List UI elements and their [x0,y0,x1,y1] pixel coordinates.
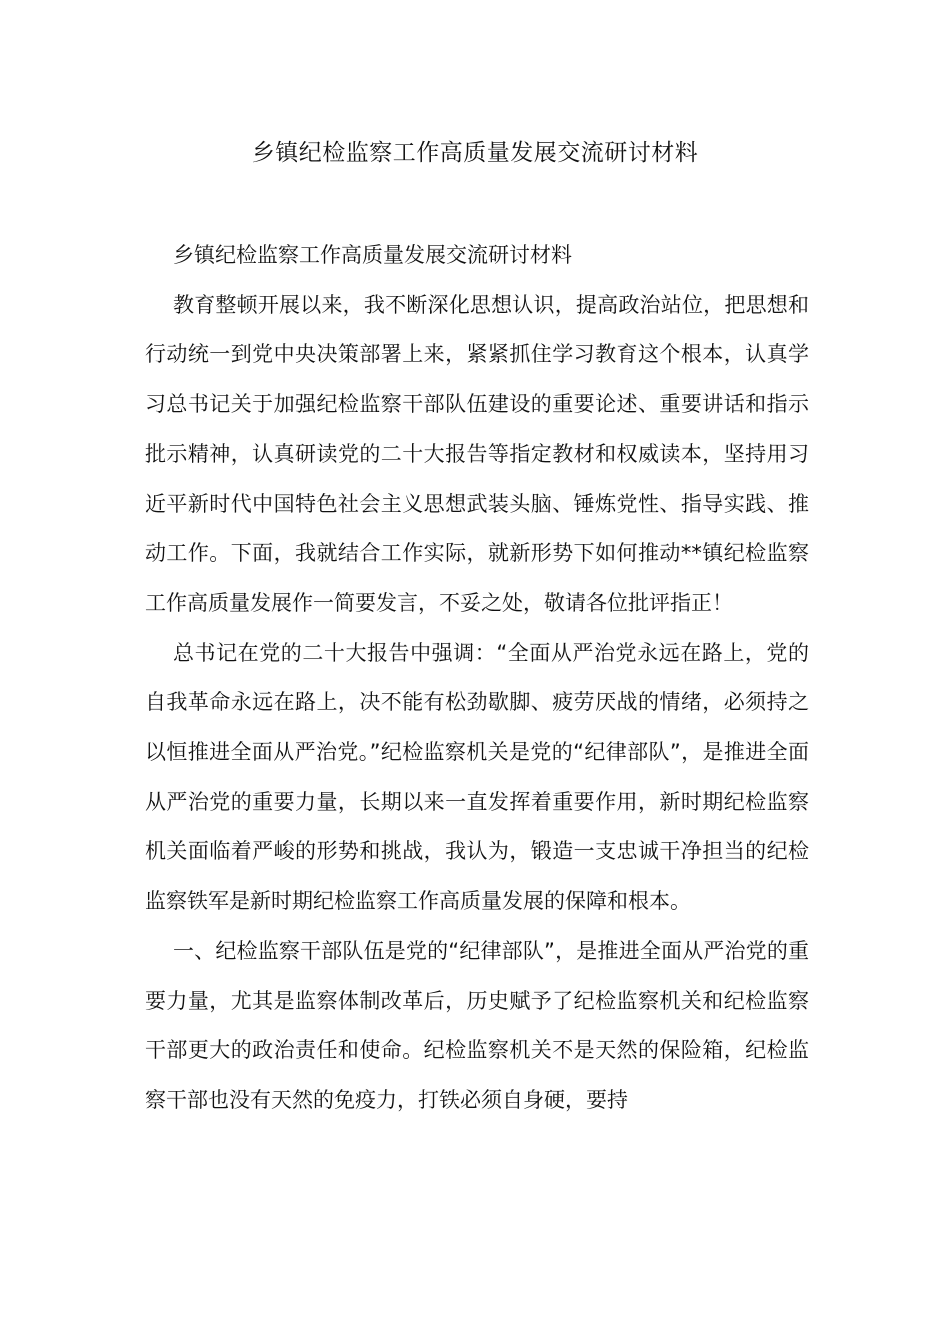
intro-paragraph: 教育整顿开展以来，我不断深化思想认识，提高政治站位，把思想和行动统一到党中央决策部署上来，紧紧抓住学习教育这个根本，认真学习总书记关于加强纪检监察干部队伍建设的重要论述、重要讲话和指示批示精神，认真研读党的二十大报告等指定教材和权威读本，坚持用习近平新时代中国特色社会主义思想武装头脑、锤炼党性、指导实践、推动工作。下面，我就结合工作实际，就新形势下如何推动**镇纪检监察工作高质量发展作一简要发言，不妥之处，敬请各位批评指正！ [145,292,809,615]
subtitle-paragraph: 乡镇纪检监察工作高质量发展交流研讨材料 [173,243,572,267]
quote-paragraph: 总书记在党的二十大报告中强调：“全面从严治党永远在路上，党的自我革命永远在路上，决不能有松劲歇脚、疲劳厌战的情绪，必须持之以恒推进全面从严治党。”纪检监察机关是党的“纪律部队”，是推进全面从严治党的重要力量，长期以来一直发挥着重要作用，新时期纪检监察机关面临着严峻的形势和挑战，我认为，锻造一支忠诚干净担当的纪检监察铁军是新时期纪检监察工作高质量发展的保障和根本。 [145,640,809,914]
section-one-paragraph: 一、纪检监察干部队伍是党的“纪律部队”，是推进全面从严治党的重要力量，尤其是监察体制改革后，历史赋予了纪检监察机关和纪检监察干部更大的政治责任和使命。纪检监察机关不是天然的保险箱，纪检监察干部也没有天然的免疫力，打铁必须自身硬，要持 [145,938,809,1112]
document-body [145,231,809,1126]
document-title: 乡镇纪检监察工作高质量发展交流研讨材料 [251,140,699,166]
